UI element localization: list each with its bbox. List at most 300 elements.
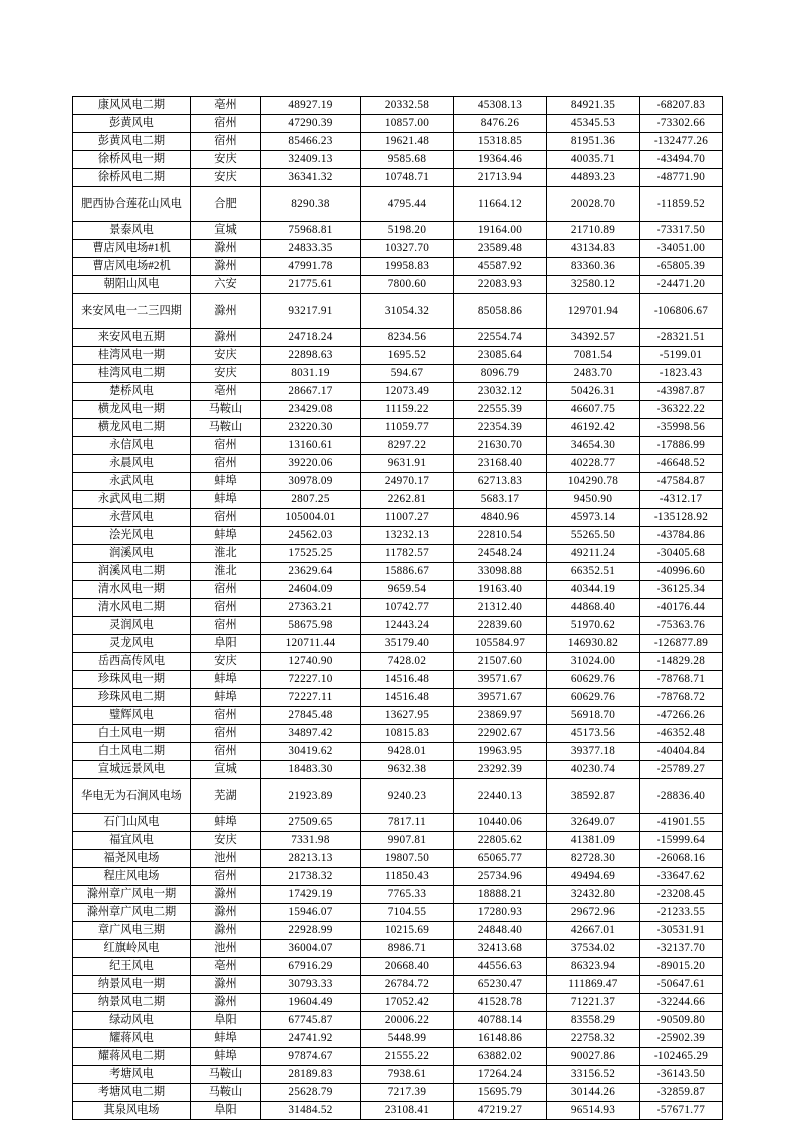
cell-station-name: 纪王风电: [73, 958, 191, 976]
cell-value-v2: 7800.60: [361, 276, 454, 294]
cell-value-v3: 22810.54: [454, 527, 547, 545]
cell-value-v5: -102465.29: [640, 1048, 723, 1066]
cell-value-v2: 10748.71: [361, 169, 454, 187]
cell-station-name: 桂湾风电二期: [73, 365, 191, 383]
cell-station-name: 清水风电一期: [73, 581, 191, 599]
table-row: [73, 509, 723, 527]
cell-value-v1: 24604.09: [261, 581, 361, 599]
cell-city-name: 滁州: [191, 994, 261, 1012]
cell-value-v4: 40344.19: [547, 581, 640, 599]
cell-value-v3: 22354.39: [454, 419, 547, 437]
cell-value-v2: 23108.41: [361, 1102, 454, 1120]
cell-city-name: 亳州: [191, 958, 261, 976]
cell-station-name: 来安风电五期: [73, 329, 191, 347]
cell-value-v5: -32859.87: [640, 1084, 723, 1102]
cell-value-v5: -24471.20: [640, 276, 723, 294]
table-row: [73, 187, 723, 222]
cell-value-v3: 10440.06: [454, 814, 547, 832]
cell-value-v3: 22554.74: [454, 329, 547, 347]
cell-value-v4: 20028.70: [547, 187, 640, 222]
table-row: [73, 401, 723, 419]
cell-value-v3: 22805.62: [454, 832, 547, 850]
table-row: [73, 976, 723, 994]
cell-value-v5: -46352.48: [640, 725, 723, 743]
cell-value-v3: 23869.97: [454, 707, 547, 725]
cell-value-v5: -89015.20: [640, 958, 723, 976]
cell-value-v2: 35179.40: [361, 635, 454, 653]
cell-value-v1: 24718.24: [261, 329, 361, 347]
cell-value-v3: 22839.60: [454, 617, 547, 635]
cell-value-v5: -17886.99: [640, 437, 723, 455]
cell-value-v1: 47290.39: [261, 115, 361, 133]
cell-city-name: 马鞍山: [191, 1066, 261, 1084]
cell-value-v5: -75363.76: [640, 617, 723, 635]
table-row: [73, 635, 723, 653]
cell-value-v2: 1695.52: [361, 347, 454, 365]
cell-value-v1: 21923.89: [261, 779, 361, 814]
cell-city-name: 安庆: [191, 347, 261, 365]
cell-value-v1: 36341.32: [261, 169, 361, 187]
cell-city-name: 宿州: [191, 437, 261, 455]
cell-value-v4: 30144.26: [547, 1084, 640, 1102]
cell-city-name: 安庆: [191, 653, 261, 671]
cell-station-name: 萁泉风电场: [73, 1102, 191, 1120]
cell-city-name: 宿州: [191, 133, 261, 151]
cell-value-v3: 23589.48: [454, 240, 547, 258]
table-row: [73, 581, 723, 599]
cell-value-v5: -73317.50: [640, 222, 723, 240]
cell-station-name: 珍珠风电一期: [73, 671, 191, 689]
cell-station-name: 福尧风电场: [73, 850, 191, 868]
cell-value-v5: -14829.28: [640, 653, 723, 671]
cell-value-v3: 23032.12: [454, 383, 547, 401]
table-row: [73, 1084, 723, 1102]
table-row: [73, 994, 723, 1012]
cell-value-v3: 33098.88: [454, 563, 547, 581]
table-row: [73, 1048, 723, 1066]
table-row: [73, 365, 723, 383]
cell-city-name: 马鞍山: [191, 401, 261, 419]
cell-value-v5: -65805.39: [640, 258, 723, 276]
cell-value-v4: 38592.87: [547, 779, 640, 814]
cell-value-v5: -26068.16: [640, 850, 723, 868]
cell-value-v2: 9240.23: [361, 779, 454, 814]
cell-value-v5: -23208.45: [640, 886, 723, 904]
cell-value-v4: 42667.01: [547, 922, 640, 940]
cell-value-v3: 15318.85: [454, 133, 547, 151]
cell-station-name: 珍珠风电二期: [73, 689, 191, 707]
cell-city-name: 蚌埠: [191, 1030, 261, 1048]
cell-value-v4: 34392.57: [547, 329, 640, 347]
cell-city-name: 滁州: [191, 240, 261, 258]
cell-value-v4: 83558.29: [547, 1012, 640, 1030]
table-row: [73, 599, 723, 617]
cell-value-v2: 13232.13: [361, 527, 454, 545]
cell-value-v1: 18483.30: [261, 761, 361, 779]
cell-value-v5: -36125.34: [640, 581, 723, 599]
cell-value-v2: 9907.81: [361, 832, 454, 850]
cell-value-v3: 21507.60: [454, 653, 547, 671]
cell-value-v2: 17052.42: [361, 994, 454, 1012]
cell-value-v2: 9659.54: [361, 581, 454, 599]
cell-city-name: 合肥: [191, 187, 261, 222]
cell-value-v1: 15946.07: [261, 904, 361, 922]
table-row: [73, 886, 723, 904]
cell-value-v1: 21775.61: [261, 276, 361, 294]
cell-station-name: 横龙风电二期: [73, 419, 191, 437]
cell-station-name: 耀蒋风电: [73, 1030, 191, 1048]
table-row: [73, 491, 723, 509]
cell-station-name: 润溪风电二期: [73, 563, 191, 581]
wind-farm-data-table: [72, 96, 723, 1120]
cell-value-v5: -57671.77: [640, 1102, 723, 1120]
cell-value-v2: 13627.95: [361, 707, 454, 725]
cell-value-v1: 30978.09: [261, 473, 361, 491]
cell-value-v3: 65065.77: [454, 850, 547, 868]
cell-city-name: 蚌埠: [191, 671, 261, 689]
cell-city-name: 池州: [191, 940, 261, 958]
table-row: [73, 868, 723, 886]
table-row: [73, 240, 723, 258]
cell-value-v2: 4795.44: [361, 187, 454, 222]
cell-value-v1: 120711.44: [261, 635, 361, 653]
cell-value-v1: 47991.78: [261, 258, 361, 276]
cell-city-name: 滁州: [191, 976, 261, 994]
cell-value-v5: -25789.27: [640, 761, 723, 779]
cell-value-v4: 49494.69: [547, 868, 640, 886]
cell-value-v5: -135128.92: [640, 509, 723, 527]
cell-value-v4: 71221.37: [547, 994, 640, 1012]
cell-value-v4: 90027.86: [547, 1048, 640, 1066]
cell-station-name: 滁州章广风电一期: [73, 886, 191, 904]
table-row: [73, 437, 723, 455]
cell-city-name: 阜阳: [191, 635, 261, 653]
cell-value-v1: 97874.67: [261, 1048, 361, 1066]
cell-station-name: 程庄风电场: [73, 868, 191, 886]
cell-value-v4: 45973.14: [547, 509, 640, 527]
cell-value-v2: 7104.55: [361, 904, 454, 922]
cell-value-v2: 9428.01: [361, 743, 454, 761]
cell-value-v3: 25734.96: [454, 868, 547, 886]
cell-value-v4: 2483.70: [547, 365, 640, 383]
cell-value-v2: 8297.22: [361, 437, 454, 455]
cell-value-v1: 2807.25: [261, 491, 361, 509]
table-row: [73, 97, 723, 115]
cell-value-v5: -4312.17: [640, 491, 723, 509]
cell-value-v5: -126877.89: [640, 635, 723, 653]
cell-value-v5: -41901.55: [640, 814, 723, 832]
cell-station-name: 永信风电: [73, 437, 191, 455]
cell-value-v3: 8096.79: [454, 365, 547, 383]
cell-value-v1: 30419.62: [261, 743, 361, 761]
cell-value-v5: -32137.70: [640, 940, 723, 958]
cell-value-v1: 31484.52: [261, 1102, 361, 1120]
cell-station-name: 康风风电二期: [73, 97, 191, 115]
cell-value-v5: -78768.71: [640, 671, 723, 689]
cell-value-v5: -30531.91: [640, 922, 723, 940]
cell-station-name: 徐桥风电二期: [73, 169, 191, 187]
cell-city-name: 蚌埠: [191, 473, 261, 491]
cell-station-name: 朝阳山风电: [73, 276, 191, 294]
cell-value-v2: 31054.32: [361, 294, 454, 329]
table-row: [73, 940, 723, 958]
cell-value-v2: 7428.02: [361, 653, 454, 671]
cell-value-v5: -43987.87: [640, 383, 723, 401]
cell-value-v5: -33647.62: [640, 868, 723, 886]
table-body: [73, 97, 723, 1120]
table-row: [73, 151, 723, 169]
cell-value-v1: 24562.03: [261, 527, 361, 545]
cell-station-name: 白土风电一期: [73, 725, 191, 743]
cell-value-v1: 27509.65: [261, 814, 361, 832]
table-row: [73, 743, 723, 761]
cell-city-name: 马鞍山: [191, 1084, 261, 1102]
cell-value-v4: 9450.90: [547, 491, 640, 509]
cell-value-v2: 10815.83: [361, 725, 454, 743]
cell-value-v1: 24833.35: [261, 240, 361, 258]
table-row: [73, 383, 723, 401]
cell-value-v1: 13160.61: [261, 437, 361, 455]
cell-value-v3: 62713.83: [454, 473, 547, 491]
table-row: [73, 1102, 723, 1120]
cell-city-name: 亳州: [191, 383, 261, 401]
cell-value-v5: -21233.55: [640, 904, 723, 922]
cell-value-v1: 8290.38: [261, 187, 361, 222]
cell-value-v4: 34654.30: [547, 437, 640, 455]
cell-value-v1: 67745.87: [261, 1012, 361, 1030]
cell-station-name: 滁州章广风电二期: [73, 904, 191, 922]
cell-value-v3: 22902.67: [454, 725, 547, 743]
cell-station-name: 徐桥风电一期: [73, 151, 191, 169]
cell-value-v2: 19621.48: [361, 133, 454, 151]
cell-value-v5: -11859.52: [640, 187, 723, 222]
cell-station-name: 福宜风电: [73, 832, 191, 850]
table-row: [73, 707, 723, 725]
cell-value-v4: 46192.42: [547, 419, 640, 437]
cell-city-name: 滁州: [191, 294, 261, 329]
cell-value-v1: 28189.83: [261, 1066, 361, 1084]
cell-value-v2: 11059.77: [361, 419, 454, 437]
cell-station-name: 考塘风电二期: [73, 1084, 191, 1102]
cell-station-name: 璧辉风电: [73, 707, 191, 725]
cell-city-name: 淮北: [191, 563, 261, 581]
table-row: [73, 473, 723, 491]
cell-value-v1: 19604.49: [261, 994, 361, 1012]
cell-value-v4: 66352.51: [547, 563, 640, 581]
cell-value-v1: 23629.64: [261, 563, 361, 581]
cell-value-v4: 56918.70: [547, 707, 640, 725]
cell-value-v5: -40176.44: [640, 599, 723, 617]
cell-value-v1: 48927.19: [261, 97, 361, 115]
cell-value-v4: 45345.53: [547, 115, 640, 133]
cell-value-v2: 9632.38: [361, 761, 454, 779]
cell-city-name: 蚌埠: [191, 491, 261, 509]
cell-station-name: 桂湾风电一期: [73, 347, 191, 365]
cell-value-v3: 40788.14: [454, 1012, 547, 1030]
table-row: [73, 1030, 723, 1048]
cell-station-name: 景泰风电: [73, 222, 191, 240]
cell-value-v2: 5198.20: [361, 222, 454, 240]
cell-value-v4: 37534.02: [547, 940, 640, 958]
cell-value-v5: -1823.43: [640, 365, 723, 383]
cell-value-v1: 21738.32: [261, 868, 361, 886]
cell-value-v4: 111869.47: [547, 976, 640, 994]
cell-value-v2: 10742.77: [361, 599, 454, 617]
table-row: [73, 725, 723, 743]
cell-city-name: 蚌埠: [191, 1048, 261, 1066]
cell-value-v3: 19164.00: [454, 222, 547, 240]
cell-value-v3: 23292.39: [454, 761, 547, 779]
cell-value-v4: 7081.54: [547, 347, 640, 365]
cell-city-name: 宿州: [191, 743, 261, 761]
cell-value-v3: 5683.17: [454, 491, 547, 509]
cell-value-v4: 146930.82: [547, 635, 640, 653]
cell-value-v5: -35998.56: [640, 419, 723, 437]
cell-value-v1: 28667.17: [261, 383, 361, 401]
cell-value-v4: 29672.96: [547, 904, 640, 922]
cell-value-v4: 43134.83: [547, 240, 640, 258]
cell-value-v2: 20006.22: [361, 1012, 454, 1030]
cell-value-v3: 11664.12: [454, 187, 547, 222]
cell-value-v2: 10215.69: [361, 922, 454, 940]
cell-city-name: 蚌埠: [191, 527, 261, 545]
cell-value-v1: 39220.06: [261, 455, 361, 473]
cell-value-v3: 19963.95: [454, 743, 547, 761]
cell-value-v3: 45587.92: [454, 258, 547, 276]
cell-value-v5: -43784.86: [640, 527, 723, 545]
cell-value-v3: 4840.96: [454, 509, 547, 527]
cell-city-name: 安庆: [191, 169, 261, 187]
cell-value-v3: 85058.86: [454, 294, 547, 329]
cell-station-name: 宣城远景风电: [73, 761, 191, 779]
cell-value-v5: -132477.26: [640, 133, 723, 151]
cell-value-v1: 22898.63: [261, 347, 361, 365]
cell-city-name: 六安: [191, 276, 261, 294]
cell-city-name: 宿州: [191, 725, 261, 743]
cell-value-v2: 14516.48: [361, 671, 454, 689]
cell-value-v2: 11159.22: [361, 401, 454, 419]
cell-value-v4: 49211.24: [547, 545, 640, 563]
cell-value-v1: 28213.13: [261, 850, 361, 868]
cell-station-name: 岳西高传风电: [73, 653, 191, 671]
cell-value-v2: 14516.48: [361, 689, 454, 707]
cell-station-name: 润溪风电: [73, 545, 191, 563]
cell-station-name: 永武风电二期: [73, 491, 191, 509]
cell-value-v3: 22083.93: [454, 276, 547, 294]
cell-value-v4: 104290.78: [547, 473, 640, 491]
cell-station-name: 曹店风电场#2机: [73, 258, 191, 276]
cell-value-v3: 19364.46: [454, 151, 547, 169]
cell-value-v4: 32580.12: [547, 276, 640, 294]
cell-value-v3: 105584.97: [454, 635, 547, 653]
cell-value-v1: 30793.33: [261, 976, 361, 994]
cell-station-name: 考塘风电: [73, 1066, 191, 1084]
cell-value-v4: 81951.36: [547, 133, 640, 151]
cell-value-v2: 20668.40: [361, 958, 454, 976]
cell-value-v2: 7938.61: [361, 1066, 454, 1084]
cell-city-name: 安庆: [191, 832, 261, 850]
cell-city-name: 滁州: [191, 922, 261, 940]
cell-value-v3: 39571.67: [454, 671, 547, 689]
cell-value-v1: 7331.98: [261, 832, 361, 850]
cell-value-v3: 22440.13: [454, 779, 547, 814]
cell-station-name: 来安风电一二三四期: [73, 294, 191, 329]
cell-value-v4: 60629.76: [547, 689, 640, 707]
cell-value-v1: 85466.23: [261, 133, 361, 151]
cell-value-v4: 31024.00: [547, 653, 640, 671]
cell-value-v1: 17525.25: [261, 545, 361, 563]
cell-station-name: 永营风电: [73, 509, 191, 527]
table-row: [73, 563, 723, 581]
cell-value-v5: -47584.87: [640, 473, 723, 491]
cell-value-v5: -15999.64: [640, 832, 723, 850]
cell-value-v1: 72227.11: [261, 689, 361, 707]
cell-value-v2: 10857.00: [361, 115, 454, 133]
table-row: [73, 1012, 723, 1030]
table-row: [73, 832, 723, 850]
cell-value-v4: 33156.52: [547, 1066, 640, 1084]
cell-value-v3: 32413.68: [454, 940, 547, 958]
table-row: [73, 115, 723, 133]
cell-city-name: 安庆: [191, 151, 261, 169]
cell-city-name: 滁州: [191, 886, 261, 904]
cell-value-v3: 21630.70: [454, 437, 547, 455]
cell-value-v5: -43494.70: [640, 151, 723, 169]
table-row: [73, 904, 723, 922]
table-row: [73, 329, 723, 347]
cell-value-v1: 72227.10: [261, 671, 361, 689]
cell-value-v3: 8476.26: [454, 115, 547, 133]
cell-value-v3: 19163.40: [454, 581, 547, 599]
cell-city-name: 亳州: [191, 97, 261, 115]
cell-value-v4: 32649.07: [547, 814, 640, 832]
cell-value-v1: 75968.81: [261, 222, 361, 240]
cell-city-name: 蚌埠: [191, 814, 261, 832]
cell-city-name: 安庆: [191, 365, 261, 383]
cell-value-v4: 55265.50: [547, 527, 640, 545]
cell-value-v4: 32432.80: [547, 886, 640, 904]
cell-station-name: 灵润风电: [73, 617, 191, 635]
table-row: [73, 671, 723, 689]
cell-value-v5: -90509.80: [640, 1012, 723, 1030]
cell-value-v2: 21555.22: [361, 1048, 454, 1066]
table-row: [73, 850, 723, 868]
cell-value-v5: -68207.83: [640, 97, 723, 115]
cell-value-v4: 46607.75: [547, 401, 640, 419]
cell-city-name: 芜湖: [191, 779, 261, 814]
cell-value-v2: 2262.81: [361, 491, 454, 509]
table-row: [73, 347, 723, 365]
cell-value-v2: 12073.49: [361, 383, 454, 401]
cell-value-v4: 40230.74: [547, 761, 640, 779]
table-row: [73, 276, 723, 294]
cell-value-v2: 10327.70: [361, 240, 454, 258]
cell-value-v4: 86323.94: [547, 958, 640, 976]
cell-city-name: 池州: [191, 850, 261, 868]
cell-value-v5: -48771.90: [640, 169, 723, 187]
cell-station-name: 石门山风电: [73, 814, 191, 832]
cell-value-v5: -32244.66: [640, 994, 723, 1012]
cell-value-v3: 15695.79: [454, 1084, 547, 1102]
cell-value-v4: 60629.76: [547, 671, 640, 689]
cell-city-name: 宿州: [191, 509, 261, 527]
cell-value-v2: 5448.99: [361, 1030, 454, 1048]
cell-value-v1: 12740.90: [261, 653, 361, 671]
cell-value-v1: 24741.92: [261, 1030, 361, 1048]
cell-value-v3: 24848.40: [454, 922, 547, 940]
cell-value-v2: 20332.58: [361, 97, 454, 115]
table-row: [73, 258, 723, 276]
